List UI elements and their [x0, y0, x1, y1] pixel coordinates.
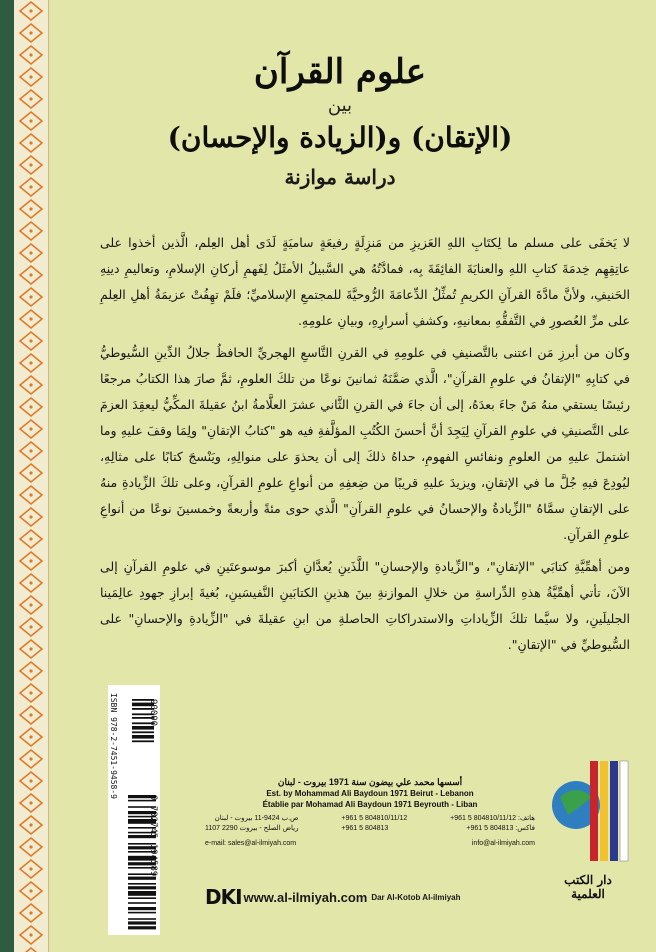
border-dot — [29, 163, 32, 166]
book-title: علوم القرآن — [253, 52, 427, 92]
barcode-bar — [128, 921, 156, 924]
border-dot — [29, 867, 32, 870]
border-dot — [29, 625, 32, 628]
border-dot — [29, 581, 32, 584]
email-sales: e-mail: sales@al-ilmiyah.com — [205, 840, 297, 847]
border-dot — [29, 845, 32, 848]
border-dot — [29, 515, 32, 518]
border-dot — [29, 251, 32, 254]
barcode-bar — [128, 877, 156, 880]
border-dot — [29, 559, 32, 562]
isbn-label: ISBN 978-2-7451-9458-9 — [109, 693, 118, 799]
border-dot — [29, 383, 32, 386]
barcode-bar — [128, 897, 156, 899]
title-block — [110, 50, 570, 192]
phone-en: +961 5 804810/11/12 — [341, 815, 408, 822]
border-dot — [29, 823, 32, 826]
border-dot — [29, 119, 32, 122]
paragraph-3: ومن أهمِّيَّةِ كتابَي "الإتقانِ"، و"الزِّيادةِ والإحسانِ" اللَّذَينِ يُعدَّانِ أكبرَ موسوعتَينِ في علومِ القرآنِ إلى الآنَ، تأتي أهمِّيَّةُ هذهِ الدِّراسةِ من خلالِ الموازنةِ بينَ هذينِ الكتابَينِ النَّفيسَينِ، بُغيةَ إبرازِ جهودِ عالِمَينا الجليلَينِ، ولا سيَّما تلكَ الزِّياداتِ والاستدراكاتِ الحاصلةِ من ابنِ عقيلةَ في "الزِّيادةِ والإحسانِ" على السُّيوطيِّ في "الإتقانِ". — [100, 559, 630, 652]
fax-en: +961 5 804813 — [341, 825, 389, 832]
book-spine — [0, 0, 14, 952]
border-dot — [29, 9, 32, 12]
barcode-bar — [128, 891, 156, 896]
barcode-bar — [128, 918, 156, 920]
border-dot — [29, 75, 32, 78]
fax: فاكس: 804813 5 961+ — [466, 825, 535, 832]
border-dot — [29, 339, 32, 342]
zigzag-pattern — [14, 0, 48, 952]
border-dot — [29, 647, 32, 650]
barcode-bar — [128, 912, 156, 914]
paragraph-2: وكان من أبرزِ مَن اعتنى بالتَّصنيفِ في علومِهِ في القرنِ التَّاسعِ الهجريِّ الحافظُ جلالُ الدِّينِ السُّيوطيُّ في كتابِهِ "الإتقانُ في علومِ القرآنِ"، الَّذي ضمَّنَهُ ثمانينَ نوعًا من تلكَ العلومِ، ثمَّ صارَ هذا الكتابُ مرجعًا رئيسًا يستقي منهُ مَنْ جاءَ بعدَهُ، إلى أن جاءَ في القرنِ الثَّاني عشرَ العلَّامةُ ابنُ عقيلةَ المكِّيُّ ليعقِدَ العزمَ على التَّصنيفِ في علومِ القرآنِ لِيَجِدَ أنَّ أحسنَ الكُتُبِ المؤلَّفةِ فيه هو "كتابُ الإتقانِ" ولِمَا وقفَ عليهِ وما اشتملَ عليهِ من العلومِ ونفائسِ الفهومِ، حداهُ ذلكَ إلى أن يحذوَ على منوالِهِ، ويَنْسجَ كتابًا على مثالِهِ، ليُودِعَ فيهِ جُلَّ ما في الإتقانِ، ويزيدَ عليهِ قريبًا من ضِعفِهِ من أنواعِ علومِ القرآنِ، وعلى تلكَ الزِّيادةِ منهُ على الإتقانِ سمَّاهُ "الزِّيادةُ والإحسانُ في علومِ القرآنِ" الَّذي حوى مئةً وأربعةً وخمسينَ نوعًا من أنواعِ علومِ القرآنِ. — [100, 345, 630, 542]
publisher-info — [205, 777, 535, 847]
est-arabic: أسسها محمد علي بيضون سنة 1971 بيروت - لبنان — [277, 777, 463, 787]
barcode-addon-bar — [132, 735, 154, 739]
border-dot — [29, 273, 32, 276]
barcode-addon-bar — [132, 726, 154, 730]
border-dot — [29, 31, 32, 34]
blurb-text — [100, 230, 630, 664]
publisher-english-name: Dar Al-Kotob Al-ilmiyah — [371, 892, 461, 902]
border-diamond — [20, 948, 42, 952]
phone: هاتف: 804810/11/12 5 961+ — [450, 815, 535, 822]
border-dot — [29, 801, 32, 804]
contact-details — [205, 814, 535, 834]
emails — [205, 840, 535, 847]
publisher-arabic-name: دار الكتب العلمية — [564, 873, 612, 901]
pobox: ص.ب 9424-11 بيروت - لبنان — [214, 815, 299, 822]
border-dot — [29, 449, 32, 452]
border-dot — [29, 53, 32, 56]
border-dot — [29, 603, 32, 606]
border-dot — [29, 317, 32, 320]
barcode-addon: 90000 — [148, 699, 158, 727]
border-dot — [29, 691, 32, 694]
border-dot — [29, 471, 32, 474]
est-french: Établie par Mohamad Ali Baydoun 1971 Beyrouth - Liban — [262, 800, 478, 809]
border-dot — [29, 361, 32, 364]
barcode-digits: 9 782745 194589 — [148, 795, 158, 877]
border-dot — [29, 141, 32, 144]
border-dot — [29, 669, 32, 672]
border-dot — [29, 933, 32, 936]
border-dot — [29, 207, 32, 210]
border-dot — [29, 911, 32, 914]
decorative-border — [14, 0, 49, 952]
book-subtitle: (الإتقان) و(الزيادة والإحسان) — [167, 121, 513, 154]
border-dot — [29, 889, 32, 892]
study-label: دراسة موازنة — [284, 165, 396, 189]
barcode-bar — [128, 883, 156, 885]
border-dot — [29, 537, 32, 540]
border-dot — [29, 97, 32, 100]
barcode-addon-bar — [132, 731, 154, 733]
title-between: بين — [327, 95, 353, 116]
border-dot — [29, 295, 32, 298]
barcode-bar — [128, 907, 156, 910]
barcode-bar — [128, 926, 156, 929]
website: www.al-ilmiyah.com — [243, 889, 368, 905]
border-dot — [29, 229, 32, 232]
email-info: info@al-ilmiyah.com — [471, 840, 535, 847]
border-dot — [29, 735, 32, 738]
border-dot — [29, 493, 32, 496]
barcode — [108, 685, 160, 935]
address: رياض الصلح - بيروت 2290 1107 — [205, 825, 299, 832]
border-dot — [29, 185, 32, 188]
paragraph-1: لا يَخفَى على مسلم ما لِكتَابِ اللهِ العَزيزِ من مَنزِلَةٍ رفيعَةٍ ساميَةٍ لَدَى أهل العِلم، الَّذين أخذوا على عاتِقِهِم خِدمَةَ كتابِ اللهِ والعنايَةَ الفائِقَةَ بِه، فمادَّتُهُ هي السَّبيلُ الأمثَلُ لِفَهمِ أركانِ الإسلامِ، وتعاليمِ دينِهِ الحَنيفِ، ولأنَّ مادَّةَ القرآنِ الكريمِ تُمثِّلُ الدِّعامَةَ الرُّوحيَّةَ للمجتمعِ الإسلاميِّ؛ فلَمْ تهِفُتْ عزيمَةُ أهلِ العِلمِ على مرِّ العُصورِ في التَّفقُّهِ بمعانيهِ، وكشفِ أسرارِهِ، وبيانِ علومِهِ. — [100, 235, 630, 328]
border-dot — [29, 427, 32, 430]
border-dot — [29, 405, 32, 408]
border-dot — [29, 713, 32, 716]
border-dot — [29, 757, 32, 760]
barcode-addon-bar — [132, 740, 154, 742]
border-dot — [29, 779, 32, 782]
est-english: Est. by Mohammad Ali Baydoun 1971 Beirut - Lebanon — [266, 789, 474, 798]
publisher-block — [205, 753, 630, 923]
barcode-bar — [128, 902, 156, 904]
publisher-globe-logo — [546, 753, 630, 873]
barcode-bar — [128, 886, 156, 889]
dki-footer — [205, 886, 630, 908]
dki-logo: DKI — [205, 885, 242, 909]
